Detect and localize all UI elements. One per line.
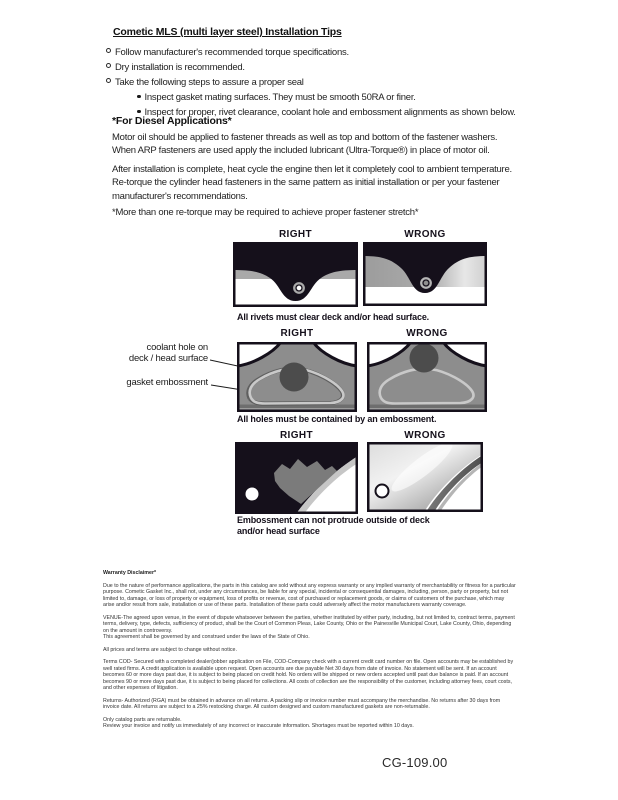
right-label: RIGHT	[280, 328, 314, 339]
right-label: RIGHT	[279, 430, 314, 441]
tip-text: Dry installation is recommended.	[115, 62, 245, 73]
coolant-wrong-diagram	[367, 342, 487, 412]
warranty-disclaimer	[103, 570, 516, 736]
list-item	[106, 45, 588, 60]
page-number: CG-109.00	[382, 755, 448, 770]
coolant-hole-annotation: coolant hole on deck / head surface	[128, 342, 208, 364]
warranty-paragraph: Due to the nature of performance applications, the parts in this catalog are sold without any express warranty or any implied warranty of merchantability or fitness for a particular purpose. Cometic Gasket Inc., shall not, under any circumstances, be liable for any special, incidental or consequential damages, including, person, party or property, but not limited to, damage, or loss of property or equipment, loss of profits or revenue, cost of purchased or replacement goods, or claims of customers of the purchase, which may arise and/or result from sale, installation or use of these parts. Installation of these parts could adversely affect the motor manufacturers warranty coverage.	[103, 582, 516, 608]
embossment-right-diagram	[235, 442, 358, 514]
wrong-label: WRONG	[406, 328, 448, 339]
warranty-paragraph: This agreement shall be governed by and construed under the laws of the State of Ohio.	[103, 634, 310, 640]
retorque-note: *More than one re-torque may be required to achieve proper fastener stretch*	[112, 207, 419, 218]
warranty-heading: Warranty Disclaimer*	[103, 570, 157, 576]
warranty-paragraph: VENUE-The agreed upon venue, in the event of dispute whatsoever between the parties, whether instituted by either party, including, but not limited to, contract terms, payment terms, delivery, type, defects, sufficiency of product, shall be the Court of Common Pleas, Lake County, Ohio or the Painesville Municipal Court, Lake County, Ohio, depending on the amount in controversy.	[103, 614, 515, 634]
filled-bullet-icon	[137, 110, 141, 114]
warranty-paragraph: Only catalog parts are returnable.	[103, 716, 182, 723]
embossment-caption: Embossment can not protrude outside of deck and/or head surface	[237, 515, 430, 536]
tip-text: Follow manufacturer's recommended torque specifications.	[115, 47, 349, 58]
list-item	[106, 60, 588, 75]
embossment-wrong-diagram	[367, 442, 483, 512]
diesel-paragraph: After installation is complete, heat cycle the engine then let it completely cool to ambient temperature. Re-torque the cylinder head fasteners in the same pattern as initial installation or per your fastener manufacturer's recommendations.	[112, 164, 512, 202]
open-bullet-icon	[106, 48, 111, 53]
right-label: RIGHT	[278, 229, 313, 240]
rivet-wrong-diagram	[363, 242, 487, 306]
warranty-paragraph: All prices and terms are subject to change without notice.	[103, 646, 237, 653]
warranty-paragraph: Terms COD- Secured with a completed dealer/jobber application on File, COD-Company check with a current credit card number on file. Open accounts may be established by well rated firms. A credit application is available upon request. Open accounts are due payable Net 30 days from date of invoice. No statement will be sent. If an account becomes 60 or more days past due, it is subject to being placed on credit hold. No orders will be shipped or new orders accepted until past due balance is paid. If an account becomes 90 or more days past due, it is subject to being placed for collections. All costs of collection are the responsibility of the customer, including attorney fees, court costs, and other expenses of litigation.	[103, 659, 514, 691]
warranty-paragraph: Returns- Authorized (RGA) must be obtained in advance on all returns. A packing slip or invoice number must accompany the merchandise. No returns after 30 days from invoice date. All returns are subject to a 25% restocking charge. All custom designed and custom manufactured gaskets are non-returnable.	[103, 697, 501, 710]
warranty-paragraph: Review your invoice and notify us immediately of any incorrect or inaccurate information. Shortages must be reported within 10 days.	[103, 723, 414, 729]
list-item	[106, 75, 588, 90]
tip-text: Inspect gasket mating surfaces. They must be smooth 50RA or finer.	[144, 92, 416, 103]
holes-caption: All holes must be contained by an embossment.	[237, 414, 437, 424]
wrong-label: WRONG	[404, 430, 446, 441]
page-title: Cometic MLS (multi layer steel) Installation Tips	[113, 26, 342, 38]
diesel-paragraph: Motor oil should be applied to fastener threads as well as top and bottom of the fastener washers. When ARP fasteners are used apply the included lubricant (Ultra-Torque®) in place of motor oil.	[112, 132, 498, 157]
gasket-embossment-annotation: gasket embossment	[126, 377, 208, 388]
tip-text: Inspect for proper, rivet clearance, coolant hole and embossment alignments as shown below.	[144, 107, 516, 118]
rivet-caption: All rivets must clear deck and/or head surface.	[237, 312, 430, 322]
rivet-right-diagram	[233, 242, 358, 307]
list-item	[106, 90, 588, 105]
open-bullet-icon	[106, 78, 111, 83]
coolant-right-diagram	[237, 342, 357, 412]
tip-text: Take the following steps to assure a proper seal	[115, 77, 304, 88]
diesel-applications-heading: *For Diesel Applications*	[112, 115, 232, 127]
wrong-label: WRONG	[404, 229, 446, 240]
filled-bullet-icon	[137, 95, 141, 99]
installation-tips-list	[106, 45, 588, 120]
open-bullet-icon	[106, 63, 111, 68]
